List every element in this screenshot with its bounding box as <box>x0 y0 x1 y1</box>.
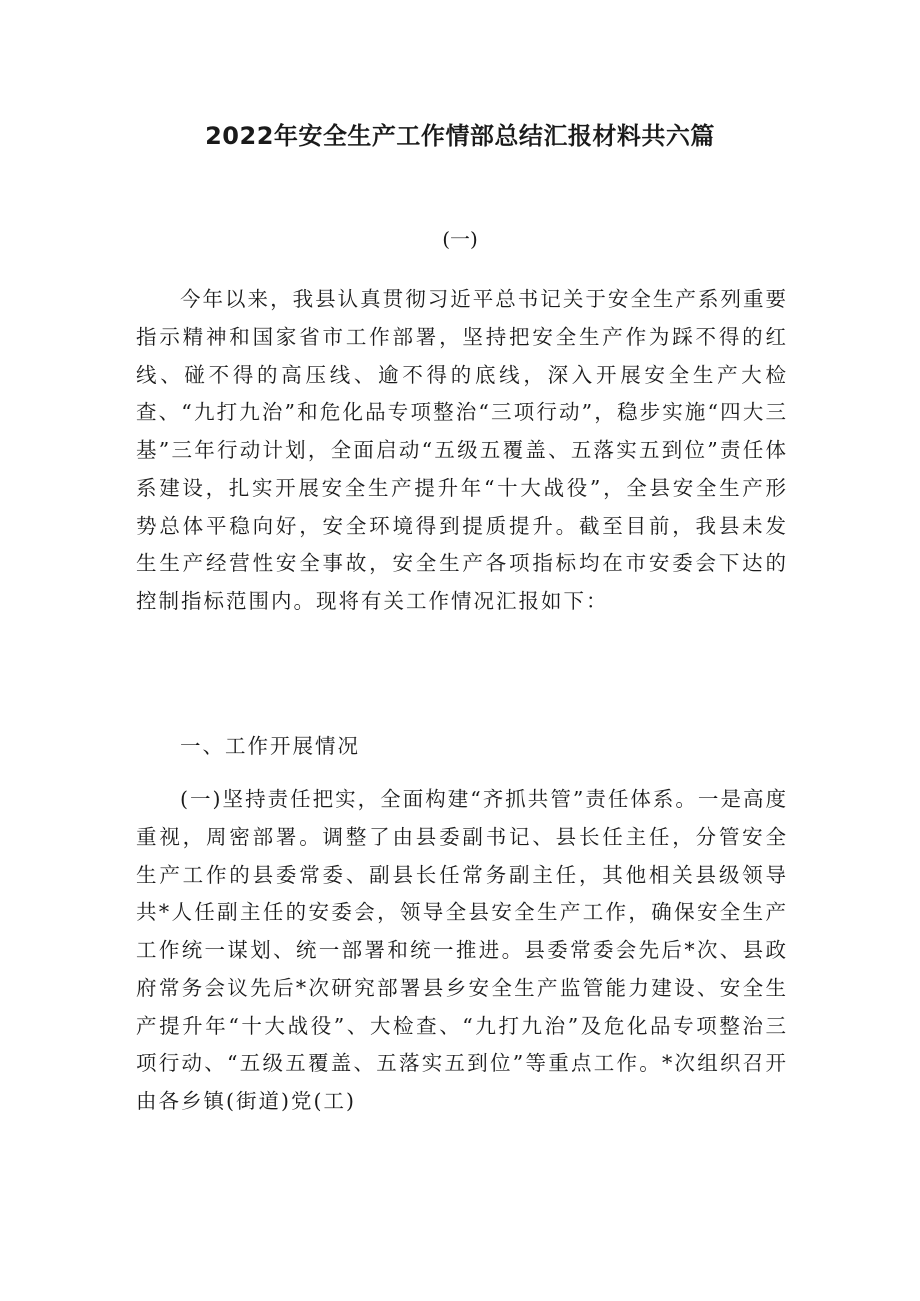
section-heading-work-progress: 一、工作开展情况 <box>180 734 360 758</box>
body-paragraph-intro: 今年以来，我县认真贯彻习近平总书记关于安全生产系列重要指示精神和国家省市工作部署，坚持把安全生产作为踩不得的红线、碰不得的高压线、逾不得的底线，深入开展安全生产大检查、“九打九治”和危化品专项整治“三项行动”，稳步实施“四大三基”三年行动计划，全面启动“五级五覆盖、五落实五到位”责任体系建设，扎实开展安全生产提升年“十大战役”，全县安全生产形势总体平稳向好，安全环境得到提质提升。截至目前，我县未发生生产经营性安全事故，安全生产各项指标均在市安委会下达的控制指标范围内。现将有关工作情况汇报如下： <box>136 287 788 613</box>
body-paragraph-responsibility: (一)坚持责任把实，全面构建“齐抓共管”责任体系。一是高度重视，周密部署。调整了由县委副书记、县长任主任，分管安全生产工作的县委常委、副县长任常务副主任，其他相关县级领导共*人任副主任的安委会，领导全县安全生产工作，确保安全生产工作统一谋划、统一部署和统一推进。县委常委会先后*次、县政府常务会议先后*次研究部署县乡安全生产监管能力建设、安全生产提升年“十大战役”、大检查、“九打九治”及危化品专项整治三项行动、“五级五覆盖、五落实五到位”等重点工作。*次组织召开由各乡镇(街道)党(工) <box>136 787 788 1113</box>
document-title: 2022年安全生产工作情部总结汇报材料共六篇 <box>205 122 715 150</box>
section-number: (一) <box>442 227 478 251</box>
